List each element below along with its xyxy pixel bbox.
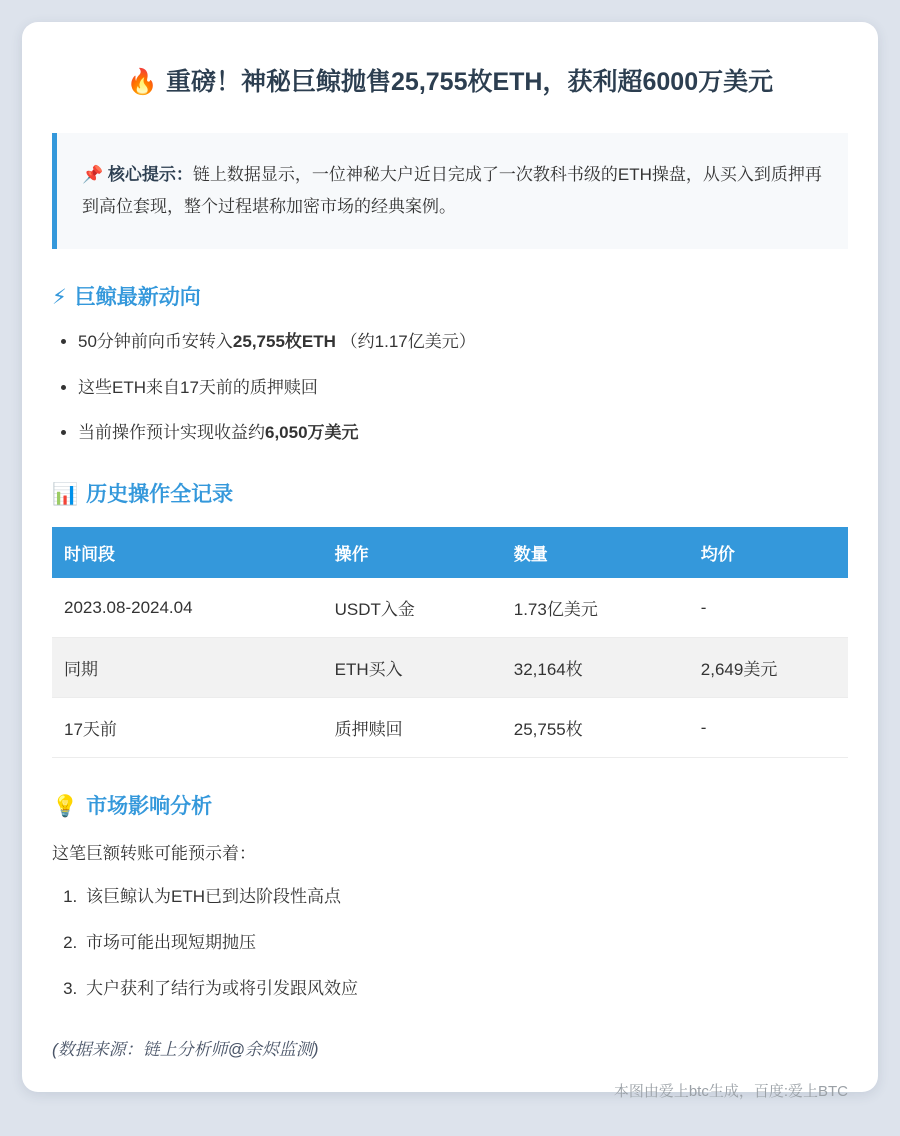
list-item-text: 当前操作预计实现收益约: [78, 422, 265, 442]
column-header-operation: 操作: [323, 527, 502, 578]
history-table-body: [52, 578, 848, 758]
column-header-quantity: 数量: [502, 527, 689, 578]
section-heading-history: [52, 480, 848, 509]
analysis-list: [52, 883, 848, 1003]
section-heading-history-text: 历史操作全记录: [86, 483, 234, 507]
table-cell: 25,755枚: [502, 698, 689, 758]
table-row: [52, 578, 848, 638]
table-cell: -: [689, 698, 848, 758]
light-bulb-icon: 💡: [52, 795, 79, 819]
latest-moves-list: [52, 328, 848, 446]
list-item: 3. 大户获利了结行为或将引发跟风效应: [82, 975, 848, 1002]
footer-attribution: 本图由爱上btc生成，百度:爱上BTC: [613, 1082, 848, 1100]
key-tip-callout: [52, 133, 848, 250]
section-heading-latest-moves-text: 巨鲸最新动向: [74, 286, 201, 310]
lightning-icon: ⚡: [52, 286, 67, 310]
page-title-text: 重磅！神秘巨鲸抛售25,755枚ETH，获利超6000万美元: [166, 68, 774, 96]
fire-icon: 🔥: [126, 68, 159, 96]
bar-chart-icon: 📊: [52, 483, 79, 507]
table-cell: 2,649美元: [689, 638, 848, 698]
key-tip-text: 链上数据显示，一位神秘大户近日完成了一次教科书级的ETH操盘，从买入到质押再到高位套现，整个过程堪称加密市场的经典案例。: [82, 164, 822, 216]
list-item: 2. 市场可能出现短期抛压: [82, 929, 848, 956]
pushpin-icon: 📌: [82, 164, 104, 184]
table-cell: USDT入金: [323, 578, 502, 638]
list-item: 1. 该巨鲸认为ETH已到达阶段性高点: [82, 883, 848, 910]
list-item-text: 50分钟前向币安转入: [78, 332, 233, 352]
column-header-time: 时间段: [52, 527, 323, 578]
list-item: [78, 328, 848, 355]
list-item: [78, 419, 848, 446]
section-heading-analysis: [52, 792, 848, 821]
analysis-intro: 这笔巨额转账可能预示着：: [52, 843, 256, 863]
history-table: [52, 527, 848, 758]
section-heading-analysis-text: 市场影响分析: [86, 795, 213, 819]
table-header-row: [52, 527, 848, 578]
data-source-note: (数据来源：链上分析师@余烬监测): [52, 1039, 319, 1059]
table-cell: 17天前: [52, 698, 323, 758]
table-cell: 1.73亿美元: [502, 578, 689, 638]
table-cell: 2023.08-2024.04: [52, 578, 323, 638]
history-table-header: [52, 527, 848, 578]
section-heading-latest-moves: [52, 283, 848, 312]
list-item-highlight: 6,050万美元: [265, 422, 359, 442]
key-tip-label: 核心提示：: [107, 164, 193, 184]
list-item-highlight: 25,755枚ETH: [232, 332, 336, 352]
page-title: [52, 66, 848, 99]
table-cell: 质押赎回: [323, 698, 502, 758]
table-cell: 32,164枚: [502, 638, 689, 698]
list-item-suffix: （约1.17亿美元）: [335, 332, 476, 352]
article-card: [22, 22, 878, 1100]
table-cell: 同期: [52, 638, 323, 698]
table-cell: ETH买入: [323, 638, 502, 698]
list-item-text: 这些ETH来自17天前的质押赎回: [78, 377, 318, 397]
table-row: [52, 638, 848, 698]
table-row: [52, 698, 848, 758]
column-header-avg-price: 均价: [689, 527, 848, 578]
list-item: [78, 374, 848, 401]
table-cell: -: [689, 578, 848, 638]
